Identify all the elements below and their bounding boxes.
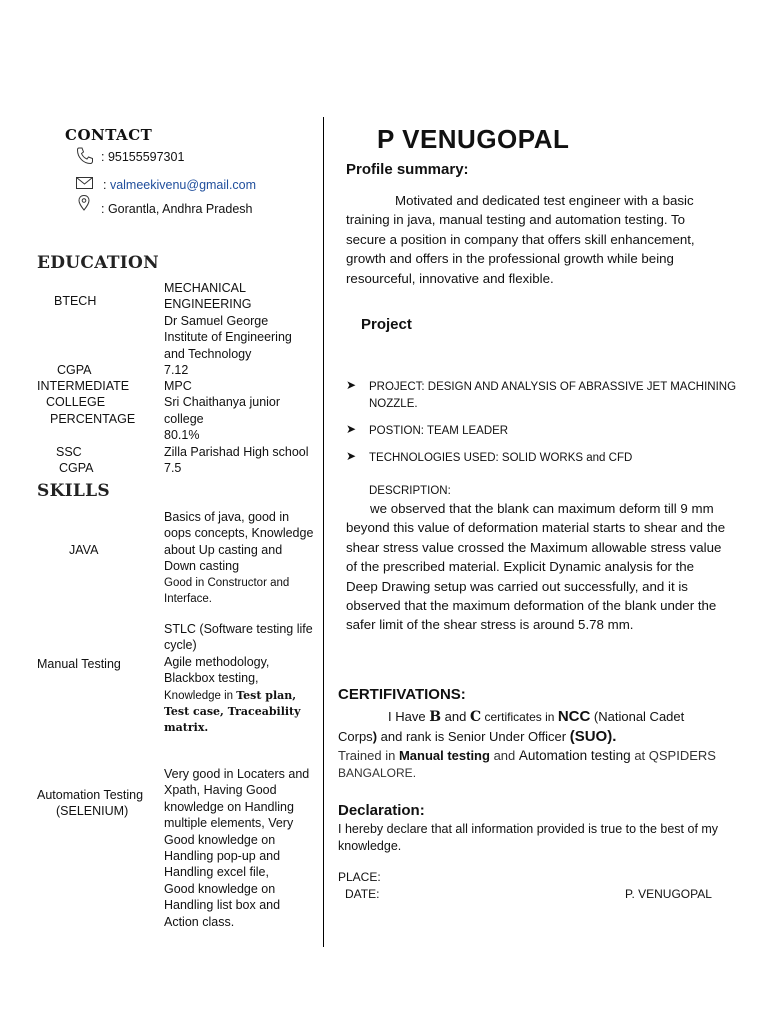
arrow-bullet-icon: ➤ — [346, 422, 357, 436]
cert-grade: B — [429, 709, 442, 725]
cgpa-label: CGPA — [57, 363, 92, 377]
cert-text: Trained in — [338, 748, 399, 763]
automation-line: Good knowledge on — [164, 881, 276, 896]
skills-heading: SKILLS — [37, 481, 110, 501]
automation-line: knowledge on Handling — [164, 799, 294, 814]
intermediate-line: 80.1% — [164, 428, 200, 443]
column-divider — [323, 117, 324, 947]
mail-icon — [75, 174, 95, 194]
intermediate-line: MPC — [164, 379, 192, 393]
arrow-bullet-icon: ➤ — [346, 449, 357, 463]
date-label: DATE: — [345, 887, 380, 901]
cert-rank: (SUO). — [569, 728, 617, 745]
phone-number: : 95155597301 — [101, 150, 185, 164]
automation-testing-label: Automation Testing — [37, 788, 144, 802]
automation-line: Handling list box and — [164, 898, 281, 913]
location-text: : Gorantla, Andhra Pradesh — [101, 202, 253, 216]
manual-testing-label: Manual Testing — [37, 657, 121, 671]
automation-line: Good knowledge on — [164, 832, 276, 847]
email-link[interactable]: valmeekivenu@gmail.com — [109, 178, 257, 192]
java-value — [164, 509, 320, 607]
ssc-label: SSC — [56, 445, 82, 459]
cert-text: I Have — [388, 709, 430, 724]
intermediate-value — [164, 378, 314, 444]
profile-summary-text: Motivated and dedicated test engineer with a basic training in java, manual testing and automation testing. To secure a position in company that offers skill enhancement, growth and offers in the professional growth while being resourceful, innovative and flexible. — [346, 193, 695, 286]
ssc-cgpa-label: CGPA — [59, 461, 94, 475]
phone-icon — [75, 146, 95, 166]
automation-line: Handling pop-up and — [164, 849, 281, 864]
manual-knowledge-bold: matrix. — [164, 721, 209, 735]
cert-text: (National Cadet — [590, 709, 685, 724]
cert-text: ) — [372, 729, 378, 744]
btech-line: ENGINEERING — [164, 297, 252, 312]
intermediate-line: Sri Chaithanya junior — [164, 395, 281, 410]
location-pin-icon — [75, 194, 95, 214]
java-line: oops concepts, Knowledge — [164, 526, 314, 541]
manual-line: Agile methodology, — [164, 654, 270, 669]
cert-grade: C — [469, 709, 482, 725]
ssc-line: Zilla Parishad High school — [164, 445, 309, 459]
cert-ncc: NCC — [557, 708, 591, 725]
certification-line — [388, 708, 684, 725]
certification-line — [338, 728, 616, 745]
cert-text: at QSPIDERS — [630, 748, 716, 763]
manual-line: cycle) — [164, 638, 197, 653]
java-line: Interface. — [164, 593, 212, 606]
java-line: Down casting — [164, 559, 240, 574]
description-label: DESCRIPTION: — [369, 485, 451, 497]
manual-line: STLC (Software testing life — [164, 622, 313, 636]
arrow-bullet-icon: ➤ — [346, 378, 357, 392]
project-bullet-text: POSTION: TEAM LEADER — [369, 425, 509, 437]
contact-heading: CONTACT — [65, 126, 153, 144]
certification-line — [338, 748, 716, 763]
btech-line: MECHANICAL — [164, 281, 246, 295]
java-line: Basics of java, good in — [164, 510, 290, 524]
signature-name: P. VENUGOPAL — [625, 887, 712, 901]
project-bullet-text: TECHNOLOGIES USED: SOLID WORKS and CFD — [369, 452, 633, 464]
education-heading: EDUCATION — [37, 253, 159, 273]
cert-text: Corps — [338, 729, 373, 744]
project-description: we observed that the blank can maximum deform till 9 mm beyond this value of deformation material starts to shear and the shear stress value crossed the Maximum allowable stress value of the prescribed material. Explicit Dynamic analysis for the Deep Drawing setup was carried out successfully, and it is observed that the maximum deformation of the blank under the safer limit of the shear stress is around 5.78 mm. — [346, 501, 726, 633]
ssc-line: 7.5 — [164, 461, 182, 476]
declaration-text: I hereby declare that all information provided is true to the best of my knowledge. — [338, 822, 719, 853]
profile-summary-heading: Profile summary: — [346, 161, 469, 178]
btech-label: BTECH — [54, 294, 97, 308]
manual-line: Blackbox testing, — [164, 671, 259, 686]
btech-line: Dr Samuel George — [164, 313, 269, 328]
cert-text: certificates in — [481, 710, 558, 724]
manual-knowledge-bold: Test case, Traceability — [164, 705, 301, 719]
ssc-value — [164, 444, 314, 477]
manual-testing-value — [164, 621, 320, 737]
intermediate-label: INTERMEDIATE — [37, 379, 130, 393]
cgpa-value: 7.12 — [164, 363, 189, 377]
automation-line: Xpath, Having Good — [164, 783, 277, 798]
intermediate-line: college — [164, 411, 204, 426]
btech-line: Institute of Engineering — [164, 330, 292, 345]
place-label: PLACE: — [338, 870, 381, 884]
college-label: COLLEGE — [46, 395, 106, 409]
email-prefix: : — [103, 178, 110, 192]
declaration-heading: Declaration: — [338, 802, 425, 819]
certifications-heading: CERTIFIVATIONS: — [338, 686, 466, 703]
cert-text: and — [441, 709, 470, 724]
automation-line: Handling excel file, — [164, 865, 269, 880]
automation-line: multiple elements, Very — [164, 816, 294, 831]
project-heading: Project — [361, 316, 412, 333]
automation-line: Very good in Locaters and — [164, 767, 310, 781]
percentage-label: PERCENTAGE — [50, 412, 136, 426]
cert-skill: Automation testing — [518, 748, 631, 763]
cert-text: and — [489, 748, 519, 763]
certification-line: BANGALORE. — [338, 766, 417, 780]
automation-line: Action class. — [164, 914, 235, 929]
java-line: Good in Constructor and — [164, 576, 290, 589]
manual-knowledge-prefix: Knowledge in — [164, 689, 237, 702]
java-line: about Up casting and — [164, 542, 283, 557]
selenium-label: (SELENIUM) — [56, 804, 129, 818]
btech-line: and Technology — [164, 346, 252, 361]
cert-skill: Manual testing — [398, 748, 490, 763]
cert-text: and rank is Senior Under Officer — [377, 729, 570, 744]
btech-value — [164, 280, 314, 362]
java-label: JAVA — [69, 543, 99, 557]
candidate-name: P VENUGOPAL — [377, 124, 570, 154]
project-bullet-text: PROJECT: DESIGN AND ANALYSIS OF ABRASSIVE JET MACHINING NOZZLE. — [369, 381, 737, 410]
manual-knowledge-bold: Test plan, — [236, 688, 297, 702]
automation-testing-value — [164, 766, 320, 930]
